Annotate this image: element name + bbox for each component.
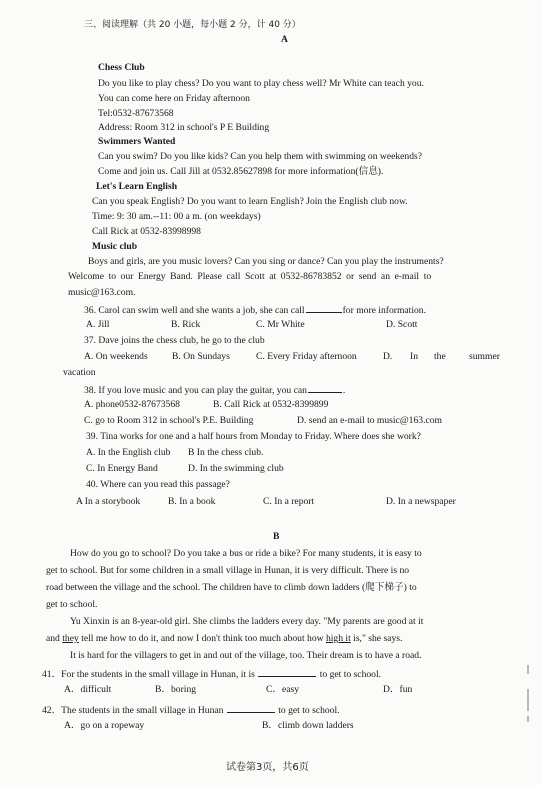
question-41-stem: 41．For the students in the small village in Hunan, it is <box>42 669 255 680</box>
chess-club-heading: Chess Club <box>98 62 145 73</box>
chess-club-line-1: Do you like to play chess? Do you want to play chess well? Mr White can teach you. <box>98 78 424 89</box>
underlined-phrase-high-it: high it <box>325 633 351 644</box>
q39-option-a[interactable]: A. In the English club <box>86 447 171 458</box>
question-37: 37. Dave joins the chess club, he go to the club <box>84 335 265 346</box>
music-club-line-3: music@163.com. <box>68 287 136 298</box>
q37-option-d-word: the <box>434 351 446 362</box>
q36-option-c[interactable]: C. Mr White <box>256 319 305 330</box>
q37-option-c[interactable]: C. Every Friday afternoon <box>256 351 357 362</box>
q38-option-b[interactable]: B. Call Rick at 0532-8399899 <box>213 399 329 410</box>
q37-option-d-wrap: vacation <box>63 367 96 378</box>
q38-option-c[interactable]: C. go to Room 312 in school's P.E. Building <box>84 415 254 426</box>
q41-option-d[interactable]: D．fun <box>383 684 413 695</box>
section-title: 三、阅读理解（共 20 小题，每小题 2 分，计 40 分） <box>84 20 301 30</box>
english-club-call: Call Rick at 0532-83998998 <box>92 226 201 237</box>
passage-text: tell me how to do it, and now I don't think too much about how <box>78 633 326 644</box>
english-club-time: Time: 9: 30 am.--11: 00 a m. (on weekdays) <box>92 211 261 222</box>
question-36-stem: 36. Carol can swim well and she wants a job, she can call <box>84 305 305 316</box>
chess-club-address: Address: Room 312 in school's P E Building <box>98 122 270 133</box>
passage-b-line: get to school. But for some children in a small village in Hunan, it is very difficult. There is no <box>46 565 410 576</box>
english-club-line-1: Can you speak English? Do you want to learn English? Join the English club now. <box>92 196 408 207</box>
question-41 <box>42 667 381 681</box>
question-39: 39. Tina works for one and a half hours from Monday to Friday. Where does she work? <box>86 431 421 442</box>
q37-option-d-word: summer <box>469 351 500 362</box>
swimmers-wanted-line-1: Can you swim? Do you like kids? Can you help them with swimming on weekends? <box>98 151 423 162</box>
underlined-word-they: they <box>62 633 79 644</box>
passage-b-line: Yu Xinxin is an 8-year-old girl. She climbs the ladders every day. "My parents are good at it <box>70 616 424 627</box>
part-b-label: B <box>273 531 280 542</box>
scan-mark <box>527 716 529 722</box>
q41-option-a[interactable]: A．difficult <box>64 684 112 695</box>
scan-mark <box>527 689 529 711</box>
swimmers-wanted-line-2: Come and join us. Call Jill at 0532.85627898 for more information(信息). <box>98 166 384 177</box>
swimmers-wanted-heading: Swimmers Wanted <box>98 136 176 147</box>
answer-blank[interactable] <box>258 667 316 677</box>
q42-option-a[interactable]: A．go on a ropeway <box>64 720 145 731</box>
passage-text: and <box>46 633 63 644</box>
chess-club-line-2: You can come here on Friday afternoon <box>98 93 250 104</box>
q41-option-b[interactable]: B．boring <box>155 684 197 695</box>
q42-option-b[interactable]: B．climb down ladders <box>262 720 354 731</box>
q37-option-d-word: In <box>410 351 418 362</box>
passage-b-line: It is hard for the villagers to get in and out of the village, too. Their dream is to have a road. <box>70 650 422 661</box>
q39-option-c[interactable]: C. In Energy Band <box>86 463 158 474</box>
chess-club-tel: Tel:0532-87673568 <box>98 108 174 119</box>
scan-mark <box>527 665 529 674</box>
q38-option-a[interactable]: A. phone0532-87673568 <box>84 399 180 410</box>
q40-option-b[interactable]: B. In a book <box>168 496 216 507</box>
question-41-stem-end: to get to school. <box>319 669 382 680</box>
question-42-stem: 42．The students in the small village in Hunan <box>42 705 224 716</box>
answer-blank[interactable] <box>306 303 342 313</box>
q40-option-c[interactable]: C. In a report <box>263 496 315 507</box>
question-38-stem-end: . <box>342 385 346 396</box>
passage-b-line <box>46 633 402 645</box>
q37-option-a[interactable]: A. On weekends <box>84 351 148 362</box>
q36-option-a[interactable]: A. Jill <box>86 319 110 330</box>
question-36-stem-end: for more information. <box>342 305 426 316</box>
question-38 <box>84 383 345 397</box>
answer-blank[interactable] <box>227 703 275 713</box>
passage-b-line: How do you go to school? Do you take a bus or ride a bike? For many students, it is easy to <box>70 548 422 559</box>
q41-option-c[interactable]: C．easy <box>266 684 300 695</box>
q40-option-a[interactable]: A In a storybook <box>76 496 141 507</box>
page-footer: 试卷第3页，共6页 <box>226 762 309 773</box>
music-club-line-1: Boys and girls, are you music lovers? Can you sing or dance? Can you play the instruments? <box>88 256 444 267</box>
q40-option-d[interactable]: D. In a newspaper <box>386 496 456 507</box>
answer-blank[interactable] <box>308 383 342 393</box>
part-a-label: A <box>281 34 288 45</box>
passage-text: is," she says. <box>350 633 403 644</box>
passage-b-line: road between the village and the school. The children have to climb down ladders (爬下梯子) to <box>46 582 417 593</box>
music-club-heading: Music club <box>92 241 138 252</box>
question-40: 40. Where can you read this passage? <box>86 479 230 490</box>
question-42-stem-end: to get to school. <box>278 705 340 716</box>
q36-option-b[interactable]: B. Rick <box>171 319 201 330</box>
question-42 <box>42 703 340 717</box>
question-36 <box>84 303 426 317</box>
question-38-stem: 38. If you love music and you can play the guitar, you can <box>84 385 307 396</box>
q37-option-d[interactable]: D. <box>383 351 393 362</box>
q39-option-b[interactable]: B In the chess club. <box>188 447 264 458</box>
passage-b-line: get to school. <box>46 599 98 610</box>
english-club-heading: Let's Learn English <box>96 181 178 192</box>
q38-option-d[interactable]: D. send an e-mail to music@163.com <box>297 415 442 426</box>
q39-option-d[interactable]: D. In the swimming club <box>188 463 284 474</box>
q36-option-d[interactable]: D. Scott <box>386 319 418 330</box>
q37-option-b[interactable]: B. On Sundays <box>172 351 230 362</box>
music-club-line-2: Welcome to our Energy Band. Please call Scott at 0532-86783852 or send an e-mail to <box>68 271 432 282</box>
